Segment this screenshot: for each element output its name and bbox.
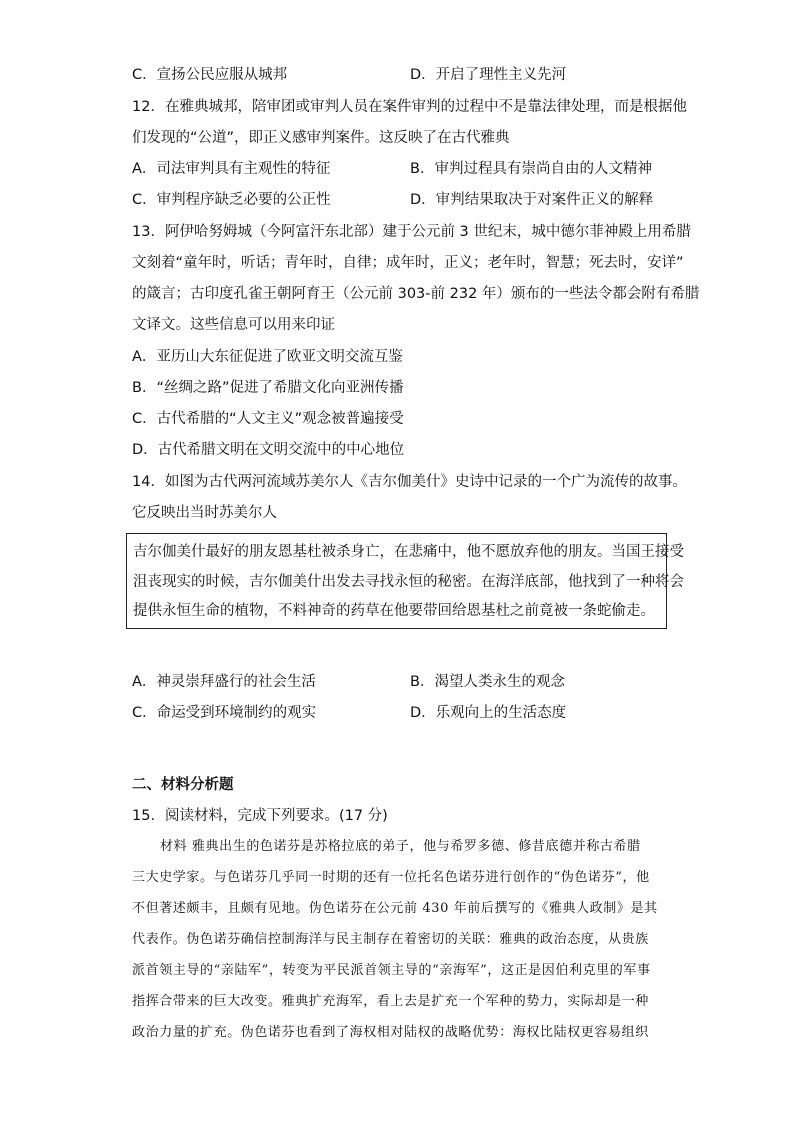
q13-stem-line1: 13．阿伊哈努姆城（今阿富汗东北部）建于公元前 3 世纪末，城中德尔菲神殿上用希腊 bbox=[132, 224, 691, 240]
q13-stem-line2: 文刻着“童年时，听话；青年时，自律；成年时，正义；老年时，智慧；死去时，安详” bbox=[132, 255, 684, 271]
q13-option-c: C．古代希腊的“人文主义”观念被普遍接受 bbox=[132, 411, 404, 427]
q14-story-line1: 吉尔伽美什最好的朋友恩基杜被杀身亡，在悲痛中，他不愿放弃他的朋友。当国王接受 bbox=[133, 544, 684, 560]
q12-stem-line2: 们发现的“公道”，即正义感审判案件。这反映了在古代雅典 bbox=[132, 130, 510, 146]
q14-option-b: B．渴望人类永生的观念 bbox=[410, 674, 565, 690]
q14-stem-line1: 14．如图为古代两河流域苏美尔人《吉尔伽美什》史诗中记录的一个广为流传的故事。 bbox=[132, 474, 687, 490]
q13-stem-line3: 的箴言；古印度孔雀王朝阿育王（公元前 303-前 232 年）颁布的一些法令都会附有希腊 bbox=[132, 286, 700, 302]
q14-story-line2: 沮丧现实的时候，吉尔伽美什出发去寻找永恒的秘密。在海洋底部，他找到了一种将会 bbox=[133, 574, 684, 590]
q15-material-line7: 政治力量的扩充。伪色诺芬也看到了海权相对陆权的战略优势：海权比陆权更容易组织 bbox=[132, 1025, 649, 1040]
q15-material-line2: 三大史学家。与色诺芬几乎同一时期的还有一位托名色诺芬进行创作的“伪色诺芬”，他 bbox=[132, 870, 650, 885]
q15-material-line5: 派首领主导的“亲陆军”，转变为平民派首领主导的“亲海军”，这正是因伯利克里的军事 bbox=[132, 963, 651, 978]
q14-story-box bbox=[126, 533, 684, 629]
q11-option-c: C．宣扬公民应服从城邦 bbox=[132, 67, 288, 83]
q12-stem-line1: 12．在雅典城邦，陪审团或审判人员在案件审判的过程中不是靠法律处理，而是根据他 bbox=[132, 99, 687, 115]
q12-option-d: D．审判结果取决于对案件正义的解释 bbox=[410, 192, 654, 208]
q13-option-a: A．亚历山大东征促进了欧亚文明交流互鉴 bbox=[132, 349, 403, 365]
q12-option-a: A．司法审判具有主观性的特征 bbox=[132, 161, 331, 177]
q14-stem-line2: 它反映出当时苏美尔人 bbox=[132, 505, 277, 521]
q15-material-line4: 代表作。伪色诺芬确信控制海洋与民主制存在着密切的关联：雅典的政治态度，从贵族 bbox=[132, 932, 649, 947]
q15-stem: 15．阅读材料，完成下列要求。(17 分) bbox=[132, 808, 388, 824]
q15-material-line6: 指挥合带来的巨大改变。雅典扩充海军，看上去是扩充一个军种的势力，实际却是一种 bbox=[132, 994, 649, 1009]
q13-stem-line4: 文译文。这些信息可以用来印证 bbox=[132, 317, 335, 333]
q12-option-b: B．审判过程具有崇尚自由的人文精神 bbox=[410, 161, 652, 177]
q15-material-line1: 材料 雅典出生的色诺芬是苏格拉底的弟子，他与希罗多德、修昔底德并称古希腊 bbox=[160, 839, 641, 854]
q14-story-line3: 提供永恒生命的植物，不料神奇的药草在他要带回给恩基杜之前竟被一条蛇偷走。 bbox=[133, 603, 655, 619]
q13-option-d: D．古代希腊文明在文明交流中的中心地位 bbox=[132, 442, 405, 458]
q12-option-c: C．审判程序缺乏必要的公正性 bbox=[132, 192, 331, 208]
q15-material-line3: 不但著述颇丰，且颇有见地。伪色诺芬在公元前 430 年前后撰写的《雅典人政制》是其 bbox=[132, 901, 658, 916]
q14-option-d: D．乐观向上的生活态度 bbox=[410, 705, 567, 721]
q14-option-a: A．神灵崇拜盛行的社会生活 bbox=[132, 674, 316, 690]
q11-option-d: D．开启了理性主义先河 bbox=[410, 67, 567, 83]
q13-option-b: B．“丝绸之路”促进了希腊文化向亚洲传播 bbox=[132, 380, 404, 396]
section-title: 二、材料分析题 bbox=[132, 777, 234, 793]
q14-option-c: C．命运受到环境制约的观实 bbox=[132, 705, 317, 721]
